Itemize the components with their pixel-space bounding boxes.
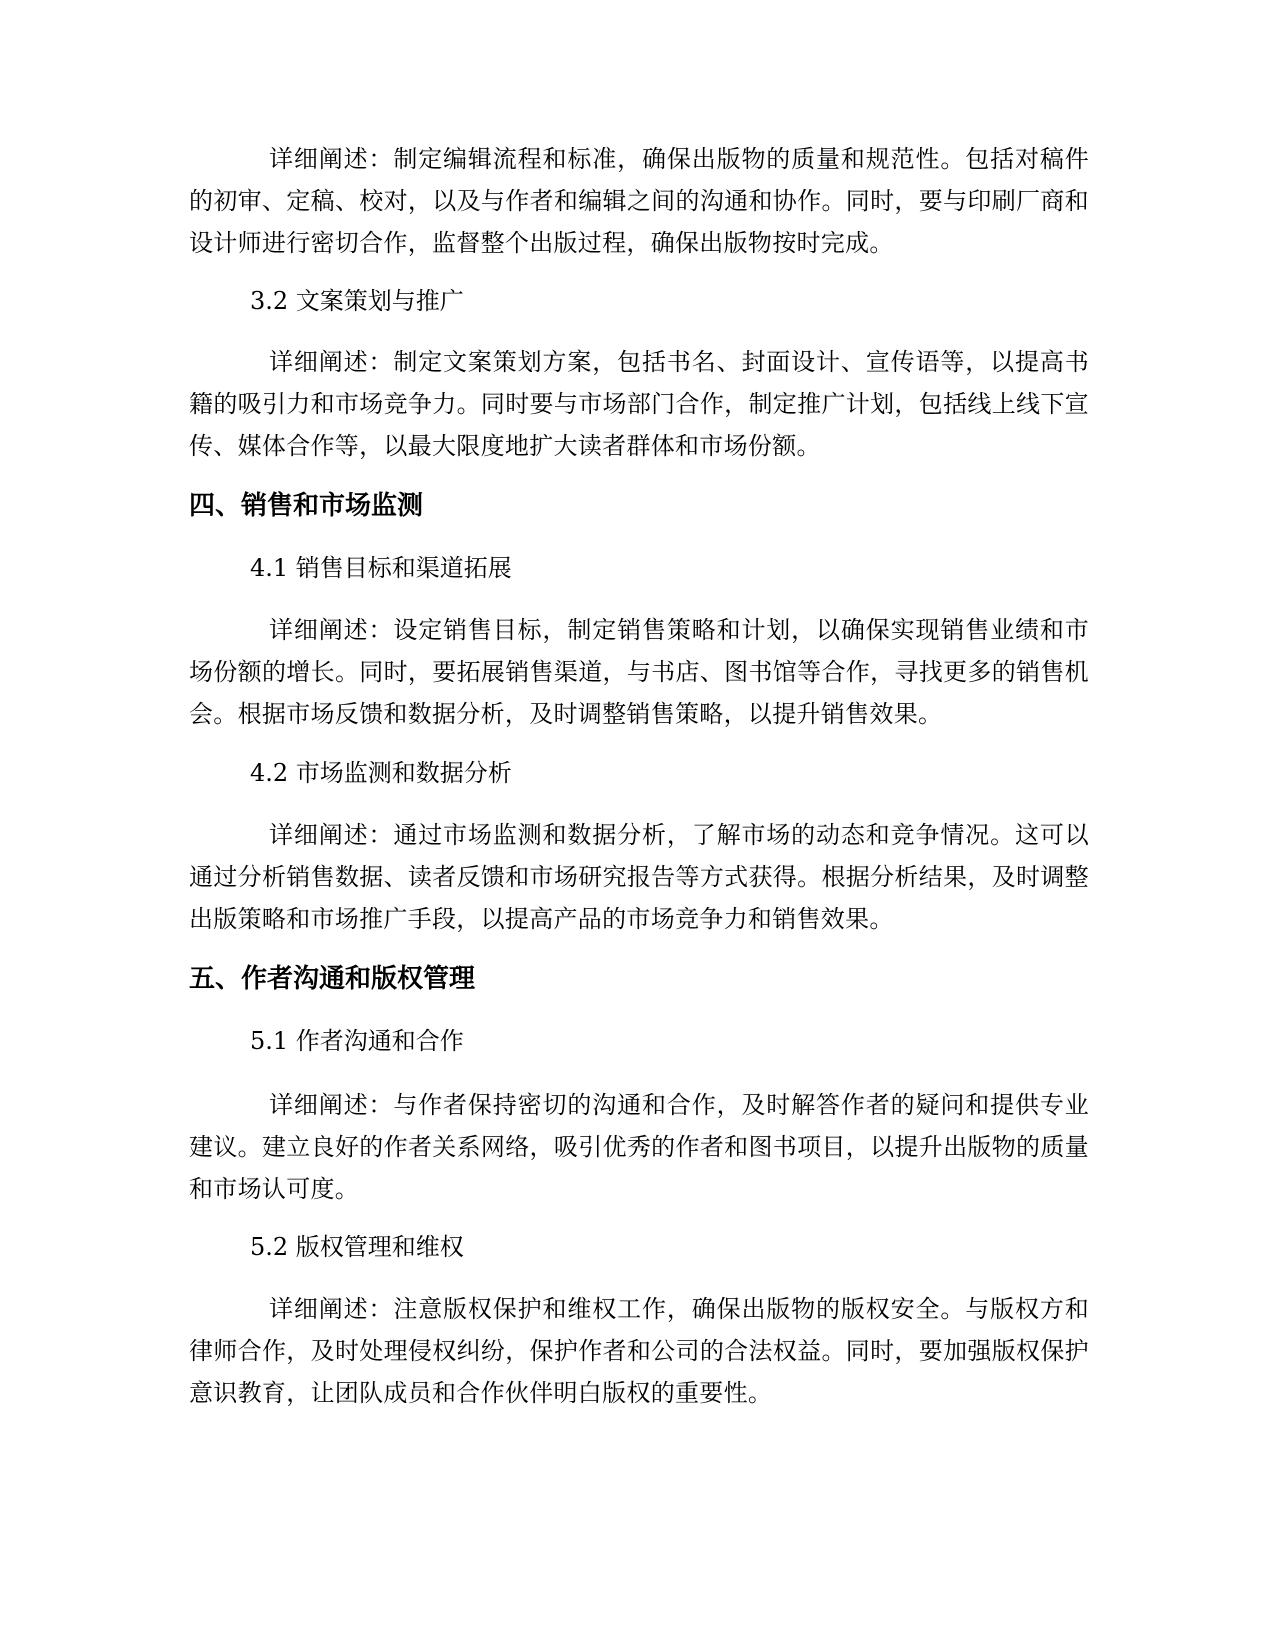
subheading-4-1 bbox=[189, 547, 1089, 589]
paragraph-text: 详细阐述：与作者保持密切的沟通和合作，及时解答作者的疑问和提供专业建议。建立良好的作者关系网络，吸引优秀的作者和图书项目，以提升出版物的质量和市场认可度。 bbox=[189, 1091, 1089, 1203]
paragraph-text: 详细阐述：注意版权保护和维权工作，确保出版物的版权安全。与版权方和律师合作，及时处理侵权纠纷，保护作者和公司的合法权益。同时，要加强版权保护意识教育，让团队成员和合作伙伴明白版权的重要性。 bbox=[189, 1295, 1089, 1407]
paragraph-text: 详细阐述：制定文案策划方案，包括书名、封面设计、宣传语等，以提高书籍的吸引力和市场竞争力。同时要与市场部门合作，制定推广计划，包括线上线下宣传、媒体合作等，以最大限度地扩大读者群体和市场份额。 bbox=[189, 348, 1089, 460]
section-heading-4 bbox=[189, 485, 1089, 527]
paragraph-5-2-detail bbox=[189, 1288, 1089, 1414]
paragraph-3-1-detail bbox=[189, 138, 1089, 264]
paragraph-4-2-detail bbox=[189, 814, 1089, 940]
paragraph-4-1-detail bbox=[189, 609, 1089, 735]
subheading-4-2 bbox=[189, 752, 1089, 794]
section-heading-text: 四、销售和市场监测 bbox=[189, 491, 424, 521]
section-heading-5 bbox=[189, 958, 1089, 1000]
subheading-text: 5.2 版权管理和维权 bbox=[250, 1233, 464, 1261]
paragraph-text: 详细阐述：制定编辑流程和标准，确保出版物的质量和规范性。包括对稿件的初审、定稿、校对，以及与作者和编辑之间的沟通和协作。同时，要与印刷厂商和设计师进行密切合作，监督整个出版过程，确保出版物按时完成。 bbox=[189, 145, 1089, 257]
subheading-3-2 bbox=[189, 280, 1089, 322]
paragraph-3-2-detail bbox=[189, 341, 1089, 467]
subheading-5-1 bbox=[189, 1020, 1089, 1062]
paragraph-text: 详细阐述：设定销售目标，制定销售策略和计划，以确保实现销售业绩和市场份额的增长。同时，要拓展销售渠道，与书店、图书馆等合作，寻找更多的销售机会。根据市场反馈和数据分析，及时调整销售策略，以提升销售效果。 bbox=[189, 616, 1089, 728]
section-heading-text: 五、作者沟通和版权管理 bbox=[189, 964, 476, 994]
subheading-text: 3.2 文案策划与推广 bbox=[250, 287, 464, 315]
subheading-text: 4.2 市场监测和数据分析 bbox=[250, 759, 512, 787]
subheading-text: 4.1 销售目标和渠道拓展 bbox=[250, 554, 512, 582]
paragraph-text: 详细阐述：通过市场监测和数据分析，了解市场的动态和竞争情况。这可以通过分析销售数据、读者反馈和市场研究报告等方式获得。根据分析结果，及时调整出版策略和市场推广手段，以提高产品的市场竞争力和销售效果。 bbox=[189, 821, 1089, 933]
paragraph-5-1-detail bbox=[189, 1084, 1089, 1210]
subheading-5-2 bbox=[189, 1226, 1089, 1268]
subheading-text: 5.1 作者沟通和合作 bbox=[250, 1027, 464, 1055]
